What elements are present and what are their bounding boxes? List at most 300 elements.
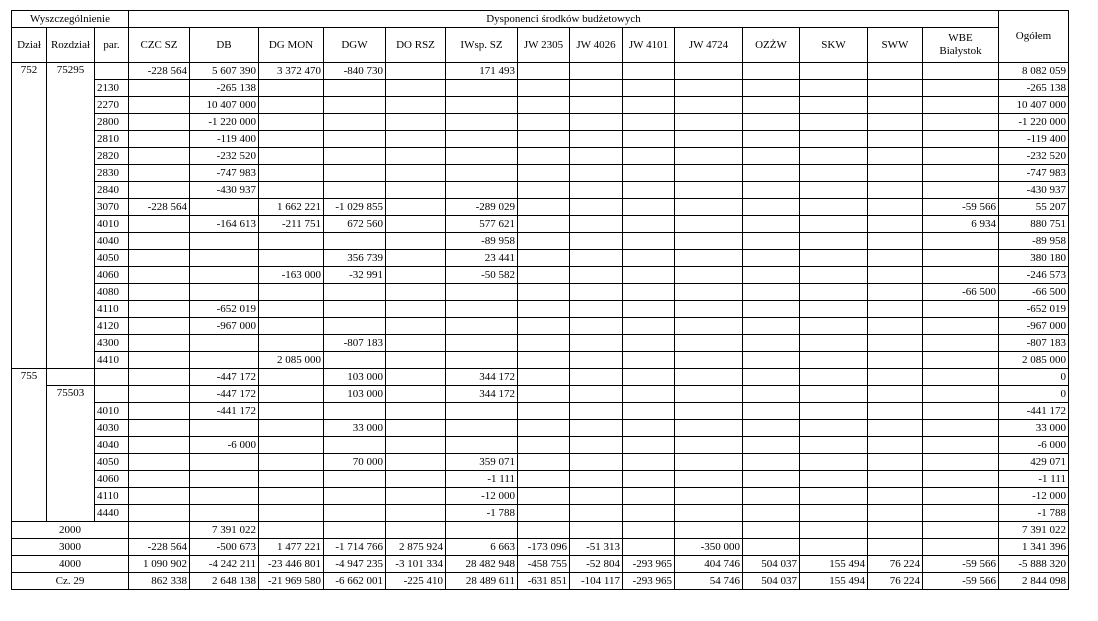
value-cell: 577 621 <box>446 216 518 233</box>
value-cell <box>800 97 868 114</box>
value-cell <box>743 318 800 335</box>
value-cell <box>800 284 868 301</box>
summary-value-cell: -225 410 <box>386 573 446 590</box>
value-cell <box>800 454 868 471</box>
value-cell <box>923 182 999 199</box>
subheader-rozdzial: Rozdział <box>47 28 95 63</box>
value-cell <box>743 250 800 267</box>
value-cell <box>623 267 675 284</box>
value-cell <box>623 131 675 148</box>
value-cell <box>190 284 259 301</box>
value-cell: -747 983 <box>190 165 259 182</box>
value-cell <box>190 420 259 437</box>
total-cell: 55 207 <box>999 199 1069 216</box>
summary-value-cell <box>518 522 570 539</box>
table-row <box>12 250 1069 267</box>
par-cell: 2130 <box>95 80 129 97</box>
summary-value-cell: 862 338 <box>129 573 190 590</box>
value-cell <box>190 335 259 352</box>
value-cell <box>623 505 675 522</box>
value-cell <box>570 420 623 437</box>
value-cell <box>868 335 923 352</box>
value-cell <box>623 454 675 471</box>
value-cell <box>386 471 446 488</box>
value-cell <box>800 216 868 233</box>
value-cell <box>743 131 800 148</box>
value-cell <box>868 403 923 420</box>
value-cell <box>259 488 324 505</box>
value-cell <box>518 420 570 437</box>
summary-value-cell: 155 494 <box>800 556 868 573</box>
value-cell <box>623 182 675 199</box>
value-cell <box>923 233 999 250</box>
value-cell: -12 000 <box>446 488 518 505</box>
value-cell: 171 493 <box>446 63 518 80</box>
value-cell <box>570 403 623 420</box>
value-cell: -1 111 <box>446 471 518 488</box>
value-cell <box>518 97 570 114</box>
total-cell: -246 573 <box>999 267 1069 284</box>
value-cell <box>259 97 324 114</box>
value-cell <box>800 80 868 97</box>
value-cell: 70 000 <box>324 454 386 471</box>
par-cell: 3070 <box>95 199 129 216</box>
par-cell: 4060 <box>95 267 129 284</box>
par-cell: 4300 <box>95 335 129 352</box>
value-cell <box>129 386 190 403</box>
value-cell <box>675 284 743 301</box>
value-cell: -163 000 <box>259 267 324 284</box>
value-cell <box>800 301 868 318</box>
table-row <box>12 301 1069 318</box>
summary-value-cell: -4 947 235 <box>324 556 386 573</box>
column-header-dgw: DGW <box>324 28 386 63</box>
value-cell <box>923 352 999 369</box>
table-row <box>12 369 1069 386</box>
value-cell <box>518 301 570 318</box>
value-cell <box>386 267 446 284</box>
summary-value-cell <box>800 522 868 539</box>
table-row <box>12 267 1069 284</box>
subheader-par: par. <box>95 28 129 63</box>
value-cell <box>868 80 923 97</box>
value-cell <box>386 318 446 335</box>
value-cell <box>324 352 386 369</box>
par-cell: 4010 <box>95 403 129 420</box>
value-cell <box>518 505 570 522</box>
summary-value-cell <box>868 522 923 539</box>
value-cell <box>868 114 923 131</box>
value-cell <box>190 250 259 267</box>
value-cell <box>923 403 999 420</box>
rozdzial-cell <box>47 369 95 386</box>
value-cell <box>743 301 800 318</box>
par-cell: 4110 <box>95 301 129 318</box>
value-cell: -59 566 <box>923 199 999 216</box>
value-cell <box>623 301 675 318</box>
value-cell <box>386 148 446 165</box>
value-cell <box>386 284 446 301</box>
value-cell <box>623 80 675 97</box>
column-header-oz-w: OZŻW <box>743 28 800 63</box>
summary-value-cell: 2 875 924 <box>386 539 446 556</box>
value-cell <box>129 301 190 318</box>
value-cell <box>623 97 675 114</box>
total-cell: -441 172 <box>999 403 1069 420</box>
value-cell <box>923 267 999 284</box>
summary-row <box>12 539 1069 556</box>
value-cell: 103 000 <box>324 386 386 403</box>
value-cell <box>386 403 446 420</box>
value-cell <box>324 131 386 148</box>
value-cell: 6 934 <box>923 216 999 233</box>
value-cell <box>518 114 570 131</box>
summary-value-cell: -52 804 <box>570 556 623 573</box>
value-cell <box>800 335 868 352</box>
par-cell: 4120 <box>95 318 129 335</box>
value-cell <box>675 454 743 471</box>
summary-row <box>12 556 1069 573</box>
value-cell <box>743 216 800 233</box>
value-cell <box>800 148 868 165</box>
value-cell <box>446 335 518 352</box>
table-row <box>12 233 1069 250</box>
value-cell <box>518 233 570 250</box>
value-cell: 672 560 <box>324 216 386 233</box>
summary-value-cell: -293 965 <box>623 556 675 573</box>
value-cell <box>743 63 800 80</box>
value-cell <box>743 471 800 488</box>
column-header-db: DB <box>190 28 259 63</box>
value-cell <box>800 182 868 199</box>
value-cell <box>518 267 570 284</box>
value-cell: -66 500 <box>923 284 999 301</box>
value-cell <box>324 301 386 318</box>
par-cell: 4440 <box>95 505 129 522</box>
value-cell <box>868 216 923 233</box>
value-cell <box>518 131 570 148</box>
value-cell <box>800 131 868 148</box>
value-cell <box>868 199 923 216</box>
par-cell: 2270 <box>95 97 129 114</box>
total-cell: -967 000 <box>999 318 1069 335</box>
value-cell <box>623 369 675 386</box>
value-cell <box>129 97 190 114</box>
total-cell: -265 138 <box>999 80 1069 97</box>
value-cell <box>868 250 923 267</box>
value-cell <box>129 488 190 505</box>
dzial-cell: 755 <box>12 369 47 522</box>
value-cell <box>923 131 999 148</box>
value-cell <box>386 250 446 267</box>
summary-value-cell <box>923 539 999 556</box>
summary-value-cell: -51 313 <box>570 539 623 556</box>
summary-value-cell: -4 242 211 <box>190 556 259 573</box>
table-row <box>12 63 1069 80</box>
value-cell <box>446 182 518 199</box>
value-cell <box>800 369 868 386</box>
value-cell <box>446 420 518 437</box>
value-cell <box>868 471 923 488</box>
summary-value-cell: 504 037 <box>743 573 800 590</box>
value-cell <box>623 471 675 488</box>
value-cell <box>518 471 570 488</box>
value-cell <box>743 233 800 250</box>
par-cell: 2830 <box>95 165 129 182</box>
value-cell: -430 937 <box>190 182 259 199</box>
value-cell: 33 000 <box>324 420 386 437</box>
summary-value-cell: 1 090 902 <box>129 556 190 573</box>
column-header-jw-4026: JW 4026 <box>570 28 623 63</box>
value-cell <box>800 403 868 420</box>
value-cell: 10 407 000 <box>190 97 259 114</box>
value-cell <box>259 471 324 488</box>
table-row <box>12 352 1069 369</box>
value-cell <box>868 488 923 505</box>
value-cell <box>190 505 259 522</box>
total-cell: -66 500 <box>999 284 1069 301</box>
value-cell: -447 172 <box>190 386 259 403</box>
table-row <box>12 148 1069 165</box>
value-cell <box>386 80 446 97</box>
value-cell <box>259 284 324 301</box>
value-cell <box>743 369 800 386</box>
summary-value-cell <box>923 522 999 539</box>
summary-value-cell: -3 101 334 <box>386 556 446 573</box>
summary-total-cell: -5 888 320 <box>999 556 1069 573</box>
value-cell <box>324 505 386 522</box>
value-cell <box>923 97 999 114</box>
value-cell <box>570 352 623 369</box>
value-cell <box>675 216 743 233</box>
value-cell <box>623 386 675 403</box>
value-cell <box>923 301 999 318</box>
column-header-dg-mon: DG MON <box>259 28 324 63</box>
value-cell <box>386 114 446 131</box>
value-cell <box>623 63 675 80</box>
value-cell <box>518 437 570 454</box>
par-cell: 4410 <box>95 352 129 369</box>
value-cell <box>743 267 800 284</box>
table-row <box>12 284 1069 301</box>
table-row <box>12 199 1069 216</box>
value-cell <box>570 80 623 97</box>
par-cell: 4060 <box>95 471 129 488</box>
table-row <box>12 216 1069 233</box>
value-cell: -50 582 <box>446 267 518 284</box>
value-cell: -228 564 <box>129 63 190 80</box>
value-cell <box>518 335 570 352</box>
value-cell <box>743 114 800 131</box>
value-cell <box>800 250 868 267</box>
dzial-cell: 752 <box>12 63 47 369</box>
table-row <box>12 454 1069 471</box>
value-cell <box>446 97 518 114</box>
summary-value-cell <box>623 522 675 539</box>
table-row <box>12 505 1069 522</box>
value-cell <box>675 471 743 488</box>
value-cell <box>675 250 743 267</box>
value-cell <box>129 505 190 522</box>
value-cell: -265 138 <box>190 80 259 97</box>
value-cell: 356 739 <box>324 250 386 267</box>
summary-value-cell: -350 000 <box>675 539 743 556</box>
value-cell: -441 172 <box>190 403 259 420</box>
value-cell <box>129 131 190 148</box>
value-cell <box>623 318 675 335</box>
rozdzial-cell: 75503 <box>47 386 95 522</box>
summary-value-cell <box>129 522 190 539</box>
value-cell <box>386 454 446 471</box>
value-cell <box>623 437 675 454</box>
value-cell <box>446 352 518 369</box>
value-cell <box>868 454 923 471</box>
value-cell <box>743 488 800 505</box>
value-cell <box>324 437 386 454</box>
value-cell <box>923 437 999 454</box>
total-cell: -89 958 <box>999 233 1069 250</box>
value-cell <box>923 454 999 471</box>
par-cell <box>95 369 129 386</box>
value-cell <box>800 199 868 216</box>
value-cell <box>868 505 923 522</box>
value-cell <box>518 318 570 335</box>
table-row <box>12 131 1069 148</box>
value-cell: 3 372 470 <box>259 63 324 80</box>
value-cell <box>675 267 743 284</box>
value-cell <box>446 318 518 335</box>
value-cell <box>923 386 999 403</box>
par-cell: 4050 <box>95 454 129 471</box>
value-cell <box>570 233 623 250</box>
table-row <box>12 114 1069 131</box>
value-cell: 359 071 <box>446 454 518 471</box>
value-cell <box>623 114 675 131</box>
value-cell <box>675 369 743 386</box>
value-cell <box>675 148 743 165</box>
value-cell <box>570 182 623 199</box>
value-cell <box>129 318 190 335</box>
summary-value-cell <box>386 522 446 539</box>
total-cell: 10 407 000 <box>999 97 1069 114</box>
value-cell <box>446 165 518 182</box>
value-cell <box>324 403 386 420</box>
value-cell: -89 958 <box>446 233 518 250</box>
value-cell <box>675 97 743 114</box>
value-cell: 23 441 <box>446 250 518 267</box>
value-cell <box>868 352 923 369</box>
value-cell <box>800 318 868 335</box>
value-cell <box>800 233 868 250</box>
value-cell <box>868 420 923 437</box>
summary-value-cell: 6 663 <box>446 539 518 556</box>
value-cell: -289 029 <box>446 199 518 216</box>
value-cell <box>868 284 923 301</box>
value-cell: 1 662 221 <box>259 199 324 216</box>
total-cell: 8 082 059 <box>999 63 1069 80</box>
value-cell <box>675 352 743 369</box>
summary-value-cell: -6 662 001 <box>324 573 386 590</box>
value-cell <box>675 165 743 182</box>
summary-value-cell: -23 446 801 <box>259 556 324 573</box>
value-cell <box>129 352 190 369</box>
value-cell <box>386 301 446 318</box>
value-cell <box>570 437 623 454</box>
value-cell: -232 520 <box>190 148 259 165</box>
value-cell <box>324 97 386 114</box>
value-cell <box>324 318 386 335</box>
value-cell <box>570 471 623 488</box>
value-cell <box>386 505 446 522</box>
value-cell <box>386 352 446 369</box>
summary-value-cell: 28 489 611 <box>446 573 518 590</box>
value-cell <box>129 182 190 199</box>
value-cell <box>623 216 675 233</box>
value-cell <box>518 386 570 403</box>
value-cell <box>129 80 190 97</box>
value-cell <box>675 403 743 420</box>
total-cell: -807 183 <box>999 335 1069 352</box>
value-cell <box>324 488 386 505</box>
value-cell <box>129 437 190 454</box>
summary-value-cell: -458 755 <box>518 556 570 573</box>
table-row <box>12 182 1069 199</box>
value-cell <box>259 505 324 522</box>
value-cell <box>743 505 800 522</box>
table-body <box>12 63 1069 590</box>
total-cell: 429 071 <box>999 454 1069 471</box>
value-cell <box>129 284 190 301</box>
value-cell <box>386 182 446 199</box>
value-cell: -1 029 855 <box>324 199 386 216</box>
value-cell <box>129 216 190 233</box>
summary-value-cell: 1 477 221 <box>259 539 324 556</box>
value-cell <box>743 352 800 369</box>
value-cell <box>923 369 999 386</box>
summary-total-cell: 1 341 396 <box>999 539 1069 556</box>
value-cell <box>259 335 324 352</box>
value-cell <box>570 454 623 471</box>
value-cell <box>570 369 623 386</box>
column-header-wbe-bia-ystok: WBE Białystok <box>923 28 999 63</box>
wyszczegolnienie-header: Wyszczególnienie <box>12 11 129 28</box>
value-cell <box>868 437 923 454</box>
value-cell: 344 172 <box>446 369 518 386</box>
value-cell <box>800 352 868 369</box>
table-row <box>12 165 1069 182</box>
value-cell <box>923 250 999 267</box>
value-cell: -6 000 <box>190 437 259 454</box>
table-row <box>12 403 1069 420</box>
value-cell <box>743 182 800 199</box>
summary-value-cell: 504 037 <box>743 556 800 573</box>
value-cell <box>570 386 623 403</box>
value-cell <box>129 250 190 267</box>
value-cell <box>923 114 999 131</box>
column-header-jw-4724: JW 4724 <box>675 28 743 63</box>
value-cell: 344 172 <box>446 386 518 403</box>
value-cell <box>800 267 868 284</box>
value-cell <box>743 454 800 471</box>
value-cell <box>743 386 800 403</box>
value-cell: -840 730 <box>324 63 386 80</box>
value-cell: -447 172 <box>190 369 259 386</box>
par-cell: 2820 <box>95 148 129 165</box>
summary-label: Cz. 29 <box>12 573 129 590</box>
summary-value-cell <box>800 539 868 556</box>
value-cell <box>259 148 324 165</box>
value-cell <box>800 488 868 505</box>
